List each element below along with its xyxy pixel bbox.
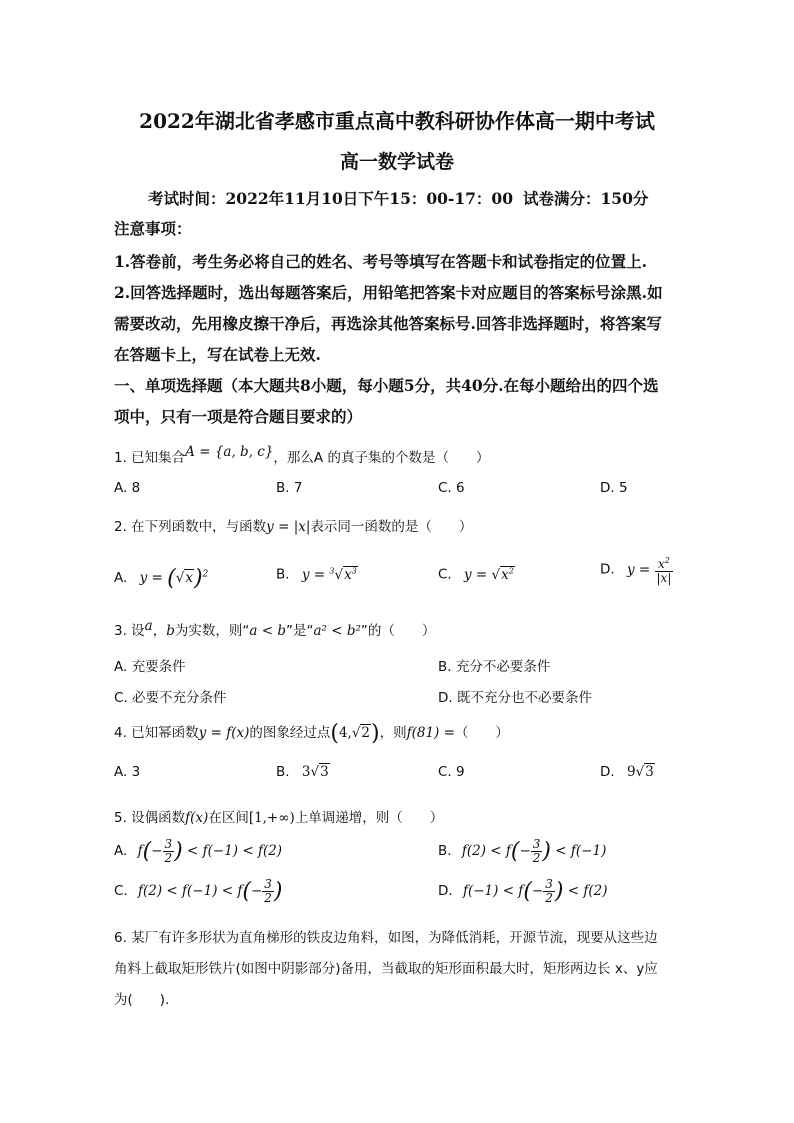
q5-option-a: A. f(− $\frac{3}{2}$ ) < f(−1) < f(2) <box>114 837 283 865</box>
question-1-set: A = {a, b, c} <box>185 444 274 460</box>
question-3-text-e: 为实数，则“ <box>174 623 250 639</box>
q1-option-d: D. 5 <box>600 480 628 496</box>
q2-option-c-label: C. <box>438 566 452 583</box>
q5-option-a-label: A. <box>114 843 128 859</box>
exam-time: 考试时间：2022年11月10日下午15：00-17：00 <box>148 189 513 208</box>
question-3-text-f: ”是“ <box>285 623 314 639</box>
question-3-cond-2: a² < b² <box>313 623 361 639</box>
q1-option-c: C. 6 <box>438 480 465 496</box>
q2-option-c: C. $y = √x^2$ <box>438 566 514 583</box>
q2-option-a: A. $y = (√x)^2$ <box>114 566 209 591</box>
q4-option-c: C. 9 <box>438 764 465 780</box>
section-1-heading-line-1: 一、单项选择题（本大题共8小题，每小题5分，共40分.在每小题给出的四个选 <box>114 376 659 395</box>
exam-title: 2022年湖北省孝感市重点高中教科研协作体高一期中考试 <box>139 109 655 133</box>
q1-option-b: B. 7 <box>276 480 303 496</box>
q2-option-b: B. $y = ^3√x^3$ <box>276 566 357 583</box>
question-1-suffix: ，那么A 的真子集的个数是（ ） <box>273 450 490 466</box>
q5-option-c-label: C. <box>114 883 128 899</box>
q4-option-b-label: B. <box>276 764 290 780</box>
question-6-line-3: 为( ). <box>114 992 170 1008</box>
question-5-text-a: 5. 设偶函数 <box>114 810 186 826</box>
q5-option-d: D. f(−1) < f(− $\frac{3}{2}$ ) < f(2) <box>438 877 608 905</box>
notes-item-2-line-1: 2.回答选择题时，选出每题答案后，用铅笔把答案卡对应题目的答案标号涂黑.如 <box>114 283 663 302</box>
q2-option-d: D. y = $\frac{x^2}{|x|}$ <box>600 556 672 585</box>
q2-option-a-label: A. <box>114 570 128 586</box>
question-1 <box>114 446 489 466</box>
question-5-interval: [1,+∞) <box>248 810 295 826</box>
notes-item-2-line-3: 在答题卡上，写在试卷上无效. <box>114 345 321 364</box>
q4-option-d-label: D. <box>600 764 615 780</box>
question-6-line-2: 角料上截取矩形铁片(如图中阴影部分)备用，当截取的矩形面积最大时，矩形两边长 x、y应 <box>114 961 658 977</box>
question-3-var-a: a <box>144 618 153 634</box>
question-6-line-1: 6. 某厂有许多形状为直角梯形的铁皮边角料，如图，为降低消耗，开源节流，现要从这些边 <box>114 930 658 946</box>
question-5 <box>114 806 443 826</box>
q4-option-a: A. 3 <box>114 764 141 780</box>
exam-subtitle: 高一数学试卷 <box>339 151 454 173</box>
question-3 <box>114 619 435 639</box>
notes-item-2-line-2: 需要改动，先用橡皮擦干净后，再选涂其他答案标号.回答非选择题时，将答案写 <box>114 314 662 333</box>
section-1-heading-line-2: 项中，只有一项是符合题目要求的） <box>114 407 363 426</box>
question-4-text-c: ，则 <box>379 725 407 741</box>
q5-option-b: B. f(2) < f(− $\frac{3}{2}$ ) < f(−1) <box>438 837 607 865</box>
question-4-target: f(81) = <box>406 725 455 741</box>
question-3-text-g: ”的（ ） <box>360 623 436 639</box>
question-1-prefix: 1. 已知集合 <box>114 450 186 466</box>
q2-option-b-label: B. <box>276 566 290 583</box>
question-4-func: y = f(x) <box>198 725 250 741</box>
q1-option-a: A. 8 <box>114 480 141 496</box>
q3-option-b: B. 充分不必要条件 <box>438 659 551 675</box>
question-3-text-a: 3. 设 <box>114 623 145 639</box>
question-5-text-b: 在区间 <box>208 810 249 826</box>
question-4-text-d: （ ） <box>454 725 509 741</box>
question-3-text-c: ， <box>152 623 167 639</box>
q5-option-d-label: D. <box>438 883 453 899</box>
q4-option-d: D. 9√3 <box>600 764 654 780</box>
question-2-func: y = |x| <box>266 519 311 535</box>
question-4 <box>114 721 509 746</box>
q3-option-a: A. 充要条件 <box>114 659 186 675</box>
q4-option-b: B. 3√3 <box>276 764 329 780</box>
question-2-text-b: 表示同一函数的是（ ） <box>310 519 473 535</box>
question-3-cond-1: a < b <box>249 623 286 639</box>
question-5-func: f(x) <box>185 810 209 826</box>
q5-option-c: C. f(2) < f(−1) < f(− $\frac{3}{2}$ ) <box>114 877 283 905</box>
q3-option-d: D. 既不充分也不必要条件 <box>438 690 592 706</box>
question-3-var-b: b <box>166 623 175 639</box>
q2-option-d-label: D. <box>600 561 615 578</box>
full-score: 试卷满分：150分 <box>523 189 649 208</box>
notes-item-1: 1.答卷前，考生务必将自己的姓名、考号等填写在答题卡和试卷指定的位置上. <box>114 252 648 271</box>
question-5-text-c: 上单调递增，则（ ） <box>294 810 444 826</box>
q3-option-c: C. 必要不充分条件 <box>114 690 227 706</box>
question-4-text-a: 4. 已知幂函数 <box>114 725 199 741</box>
q5-option-b-label: B. <box>438 843 452 859</box>
question-4-text-b: 的图象经过点 <box>249 725 331 741</box>
question-2-text-a: 2. 在下列函数中，与函数 <box>114 519 267 535</box>
question-4-point: (4,√2) <box>330 721 380 746</box>
notes-heading: 注意事项： <box>114 219 192 238</box>
question-2 <box>114 515 472 535</box>
